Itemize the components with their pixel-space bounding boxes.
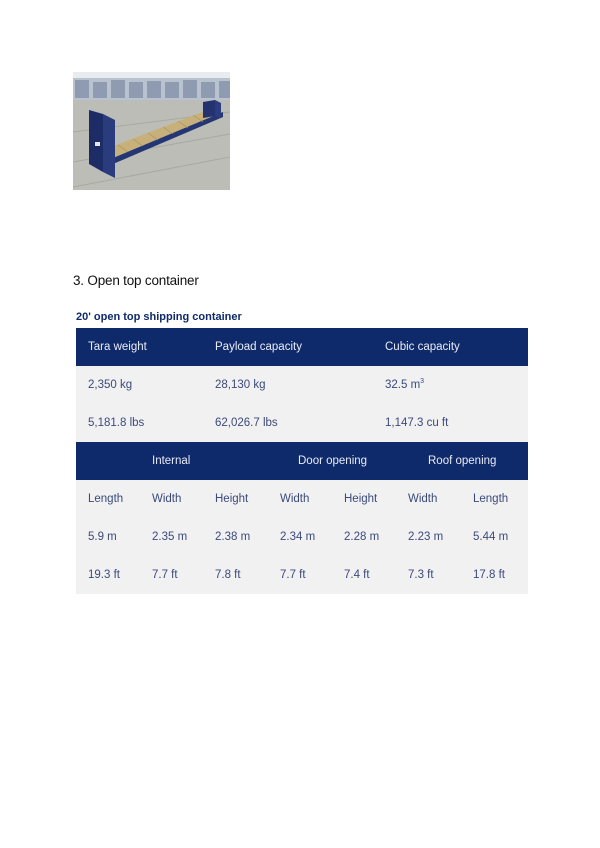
container-spec-table bbox=[76, 328, 528, 594]
header-cubic-capacity: Cubic capacity bbox=[385, 341, 460, 353]
cubic-capacity-m3 bbox=[385, 366, 424, 404]
cubic-capacity-cuft: 1,147.3 cu ft bbox=[385, 417, 449, 429]
header-internal: Internal bbox=[152, 455, 191, 467]
subheader-door-width: Width bbox=[280, 493, 310, 505]
tara-weight-lbs: 5,181.8 lbs bbox=[88, 417, 145, 429]
cubic-capacity-m3-value: 32.5 m bbox=[385, 379, 421, 391]
dimensions-metric-row bbox=[76, 518, 528, 556]
door-width-m: 2.34 m bbox=[280, 531, 316, 543]
header-tara-weight: Tara weight bbox=[88, 341, 147, 353]
metric-weight-row bbox=[76, 366, 528, 404]
header-door-opening: Door opening bbox=[298, 455, 368, 467]
weight-header-row bbox=[76, 328, 528, 366]
subheader-roof-width: Width bbox=[408, 493, 438, 505]
subheader-door-height: Height bbox=[344, 493, 378, 505]
header-payload-capacity: Payload capacity bbox=[215, 341, 302, 353]
tara-weight-kg: 2,350 kg bbox=[88, 379, 133, 391]
cubic-exponent: 3 bbox=[420, 378, 425, 385]
internal-height-m: 2.38 m bbox=[215, 531, 251, 543]
subheader-length: Length bbox=[88, 493, 124, 505]
internal-width-ft: 7.7 ft bbox=[152, 569, 178, 581]
subheader-roof-length: Length bbox=[473, 493, 509, 505]
flat-rack-container-photo bbox=[73, 72, 230, 190]
table-title: 20' open top shipping container bbox=[76, 311, 242, 323]
container-photo bbox=[73, 72, 230, 190]
subheader-height: Height bbox=[215, 493, 249, 505]
internal-height-ft: 7.8 ft bbox=[215, 569, 241, 581]
roof-width-m: 2.23 m bbox=[408, 531, 444, 543]
imperial-weight-row bbox=[76, 404, 528, 442]
payload-capacity-lbs: 62,026.7 lbs bbox=[215, 417, 278, 429]
internal-length-m: 5.9 m bbox=[88, 531, 117, 543]
dimension-group-header-row bbox=[76, 442, 528, 480]
door-height-ft: 7.4 ft bbox=[344, 569, 370, 581]
roof-width-ft: 7.3 ft bbox=[408, 569, 434, 581]
payload-capacity-kg: 28,130 kg bbox=[215, 379, 266, 391]
dimension-subheader-row bbox=[76, 480, 528, 518]
internal-length-ft: 19.3 ft bbox=[88, 569, 120, 581]
door-width-ft: 7.7 ft bbox=[280, 569, 306, 581]
door-height-m: 2.28 m bbox=[344, 531, 380, 543]
dimensions-imperial-row bbox=[76, 556, 528, 594]
internal-width-m: 2.35 m bbox=[152, 531, 188, 543]
header-roof-opening: Roof opening bbox=[428, 455, 497, 467]
roof-length-ft: 17.8 ft bbox=[473, 569, 505, 581]
section-heading: 3. Open top container bbox=[73, 273, 199, 288]
subheader-width: Width bbox=[152, 493, 182, 505]
roof-length-m: 5.44 m bbox=[473, 531, 509, 543]
